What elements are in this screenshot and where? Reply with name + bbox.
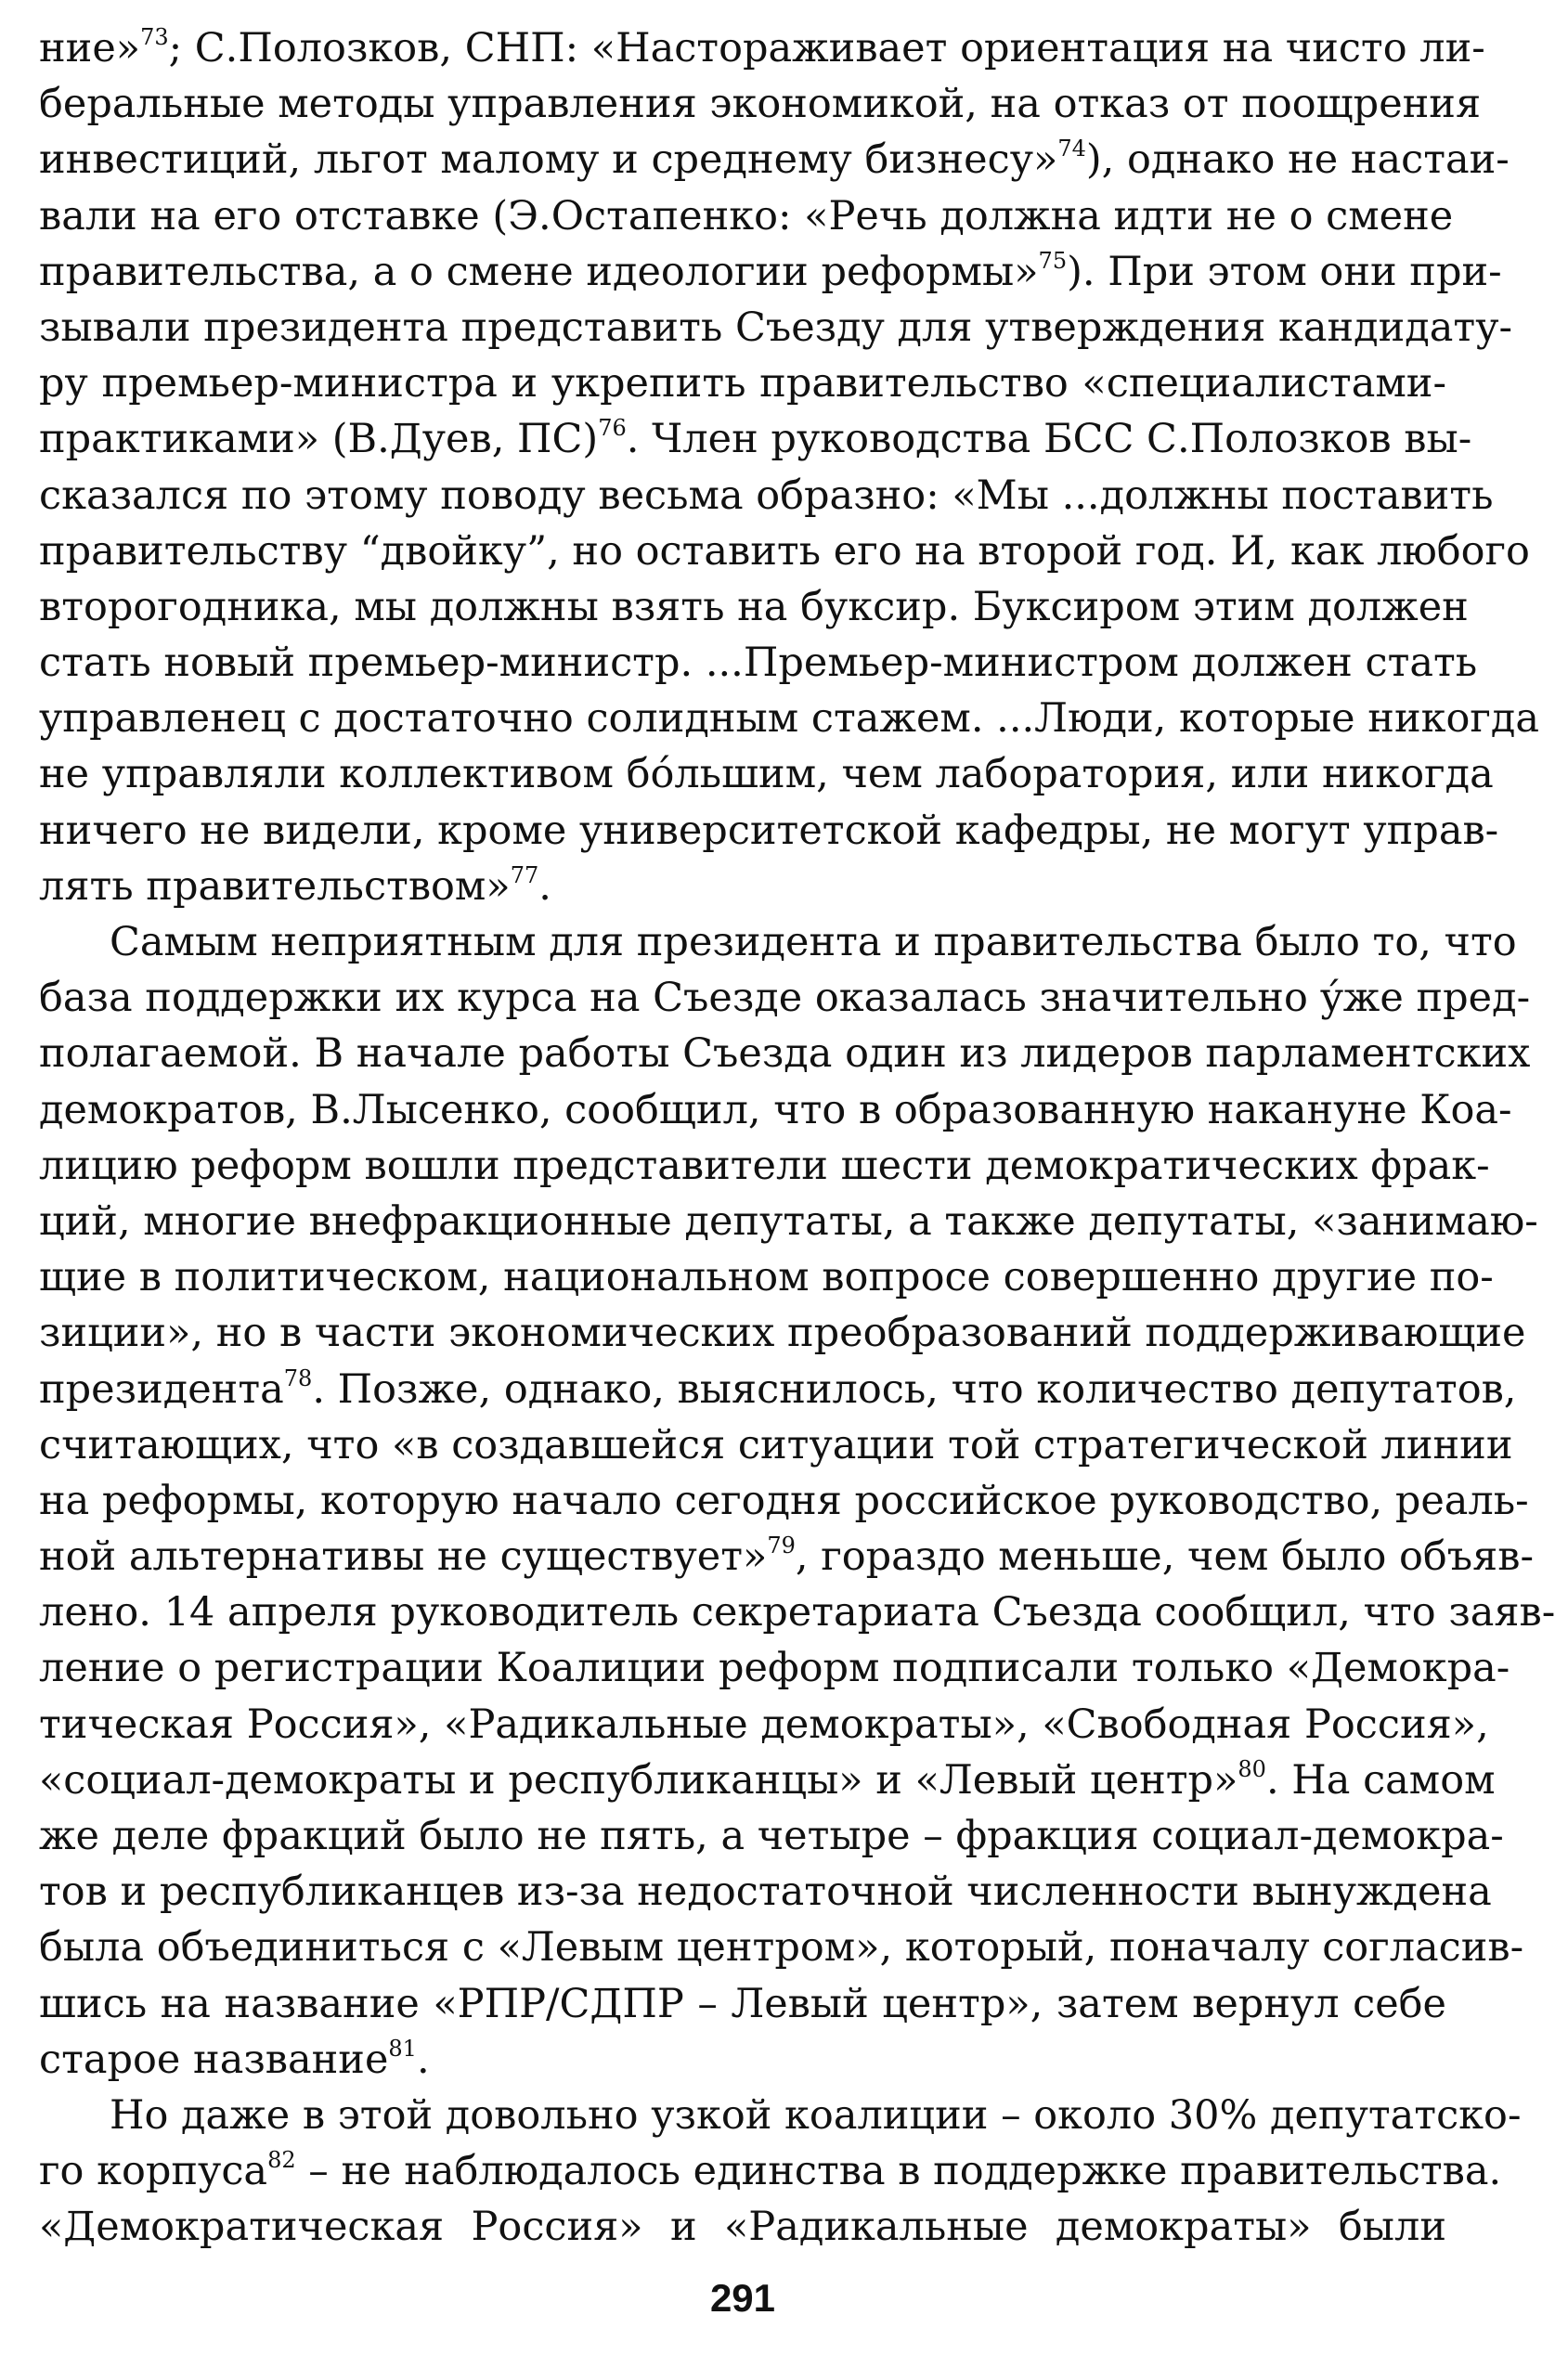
text-line: [39, 411, 1472, 467]
text-line: [39, 803, 1499, 859]
text-line: [39, 635, 1478, 691]
text-segment: сказался по этому поводу весьма образно: «Мы ...должны поставить: [39, 472, 1494, 519]
text-line: [39, 914, 1517, 970]
text-line: [39, 1249, 1494, 1305]
text-segment: щие в политическом, национальном вопросе совершенно другие по-: [39, 1254, 1494, 1301]
text-segment: Но даже в этой довольно узкой коалиции – около 30% депутатско-: [110, 2091, 1522, 2139]
footnote-marker: 75: [1038, 247, 1068, 274]
text-segment: ление о регистрации Коалиции реформ подписали только «Демокра-: [39, 1645, 1510, 1692]
text-segment: ру премьер-министра и укрепить правительство «специалистами-: [39, 360, 1446, 407]
text-line: [39, 1753, 1496, 1808]
text-segment: ), однако не настаи-: [1085, 136, 1510, 184]
text-segment: «Демократическая Россия» и «Радикальные демократы» были: [39, 2204, 1446, 2251]
text-line: [39, 1138, 1490, 1194]
text-segment: тическая Россия», «Радикальные демократы», «Свободная Россия»,: [39, 1701, 1489, 1748]
text-segment: зиции», но в части экономических преобразований поддерживающие: [39, 1310, 1526, 1357]
text-line: [39, 2199, 1446, 2255]
footnote-marker: 79: [767, 1533, 796, 1559]
footnote-marker: 76: [598, 415, 627, 442]
text-line: [39, 1305, 1526, 1361]
text-segment: вали на его отставке (Э.Остапенко: «Речь должна идти не о смене: [39, 192, 1454, 239]
text-segment: демократов, В.Лысенко, сообщил, что в образованную накануне Коа-: [39, 1086, 1512, 1133]
text-segment: тов и республиканцев из-за недостаточной численности вынуждена: [39, 1869, 1492, 1916]
text-line: [39, 524, 1530, 579]
text-segment: ). При этом они при-: [1067, 248, 1502, 295]
text-segment: лено. 14 апреля руководитель секретариата Съезда сообщил, что заяв-: [39, 1589, 1555, 1636]
text-segment: .: [538, 862, 551, 910]
text-line: [39, 2032, 1446, 2088]
text-segment: правительству “двойку”, но оставить его на второй год. И, как любого: [39, 527, 1530, 575]
body-text: [39, 20, 1555, 2256]
text-segment: была объединиться с «Левым центром», который, поначалу согласив-: [39, 1924, 1524, 1972]
text-segment: шись на название «РПР/СДПР – Левый центр», затем вернул себе: [39, 1980, 1446, 2027]
text-line: [39, 1976, 1446, 2032]
text-line: [39, 1082, 1512, 1138]
text-segment: , гораздо меньше, чем было объяв-: [795, 1533, 1535, 1581]
text-line: [39, 579, 1469, 635]
text-line: [39, 20, 1485, 76]
text-line: [39, 1697, 1489, 1753]
text-segment: считающих, что «в создавшейся ситуации той стратегической линии: [39, 1421, 1513, 1468]
text-segment: практиками» (В.Дуев, ПС): [39, 416, 599, 463]
text-segment: лицию реформ вошли представители шести демократических фрак-: [39, 1142, 1490, 1189]
text-line: [39, 1529, 1535, 1585]
text-line: [39, 1864, 1492, 1920]
text-line: [39, 356, 1446, 411]
text-line: [39, 1585, 1555, 1640]
text-segment: . Позже, однако, выяснилось, что количество депутатов,: [312, 1365, 1517, 1413]
text-segment: го корпуса: [39, 2148, 268, 2195]
text-segment: полагаемой. В начале работы Съезда один из лидеров парламентских: [39, 1030, 1531, 1078]
text-line: [39, 2088, 1522, 2143]
text-line: [39, 1026, 1531, 1081]
text-segment: ций, многие внефракционные депутаты, а также депутаты, «занимаю-: [39, 1197, 1538, 1245]
text-line: [39, 300, 1513, 356]
text-segment: ничего не видели, кроме университетской кафедры, не могут управ-: [39, 807, 1499, 854]
text-segment: ; С.Полозков, СНП: «Настораживает ориентация на чисто ли-: [168, 25, 1485, 71]
text-segment: стать новый премьер-министр. ...Премьер-министром должен стать: [39, 640, 1478, 687]
text-segment: . На самом: [1265, 1756, 1496, 1804]
text-segment: – не наблюдалось единства в поддержке правительства.: [295, 2148, 1502, 2195]
text-segment: старое название: [39, 2036, 389, 2083]
text-line: [39, 468, 1494, 524]
footnote-marker: 73: [140, 24, 169, 50]
text-line: [39, 1417, 1513, 1473]
text-line: [39, 1808, 1504, 1864]
footnote-marker: 78: [283, 1365, 313, 1391]
text-line: [39, 691, 1540, 746]
text-line: [39, 1920, 1524, 1975]
text-line: [39, 76, 1482, 132]
text-segment: не управляли коллективом бóльшим, чем лаборатория, или никогда: [39, 751, 1494, 798]
text-segment: . Член руководства БСС С.Полозков вы-: [626, 416, 1472, 463]
footnote-marker: 80: [1238, 1755, 1266, 1782]
text-line: [39, 859, 1446, 914]
text-segment: лять правительством»: [39, 862, 511, 910]
text-segment: зывали президента представить Съезду для утверждения кандидату-: [39, 304, 1513, 351]
text-segment: инвестиций, льгот малому и среднему бизнесу»: [39, 136, 1058, 184]
footnote-marker: 81: [388, 2035, 417, 2062]
text-segment: же деле фракций было не пять, а четыре – фракция социал-демокра-: [39, 1813, 1504, 1859]
text-segment: «социал-демократы и республиканцы» и «Левый центр»: [39, 1756, 1238, 1804]
text-line: [39, 132, 1510, 188]
footnote-marker: 74: [1057, 136, 1086, 162]
text-line: [39, 970, 1531, 1026]
text-line: [39, 1362, 1517, 1417]
text-segment: управленец с достаточно солидным стажем. ...Люди, которые никогда: [39, 695, 1540, 743]
text-line: [39, 2143, 1502, 2199]
text-segment: ние»: [39, 25, 141, 71]
text-segment: Самым неприятным для президента и правительства было то, что: [110, 919, 1517, 965]
footnote-marker: 82: [267, 2147, 296, 2174]
footnote-marker: 77: [510, 861, 539, 888]
text-line: [39, 1194, 1538, 1249]
text-segment: правительства, а о смене идеологии реформы»: [39, 248, 1039, 295]
text-line: [39, 746, 1494, 802]
text-segment: ной альтернативы не существует»: [39, 1533, 768, 1581]
page-number: 291: [709, 2276, 776, 2320]
text-line: [39, 244, 1502, 300]
text-segment: второгодника, мы должны взять на буксир. Буксиром этим должен: [39, 583, 1469, 630]
text-segment: база поддержки их курса на Съезде оказалась значительно ýже пред-: [39, 975, 1531, 1022]
text-segment: на реформы, которую начало сегодня российское руководство, реаль-: [39, 1477, 1529, 1524]
text-line: [39, 1640, 1510, 1696]
text-line: [39, 1473, 1529, 1529]
text-segment: президента: [39, 1365, 284, 1413]
text-segment: беральные методы управления экономикой, на отказ от поощрения: [39, 81, 1482, 128]
text-line: [39, 188, 1454, 244]
text-segment: .: [416, 2036, 430, 2083]
